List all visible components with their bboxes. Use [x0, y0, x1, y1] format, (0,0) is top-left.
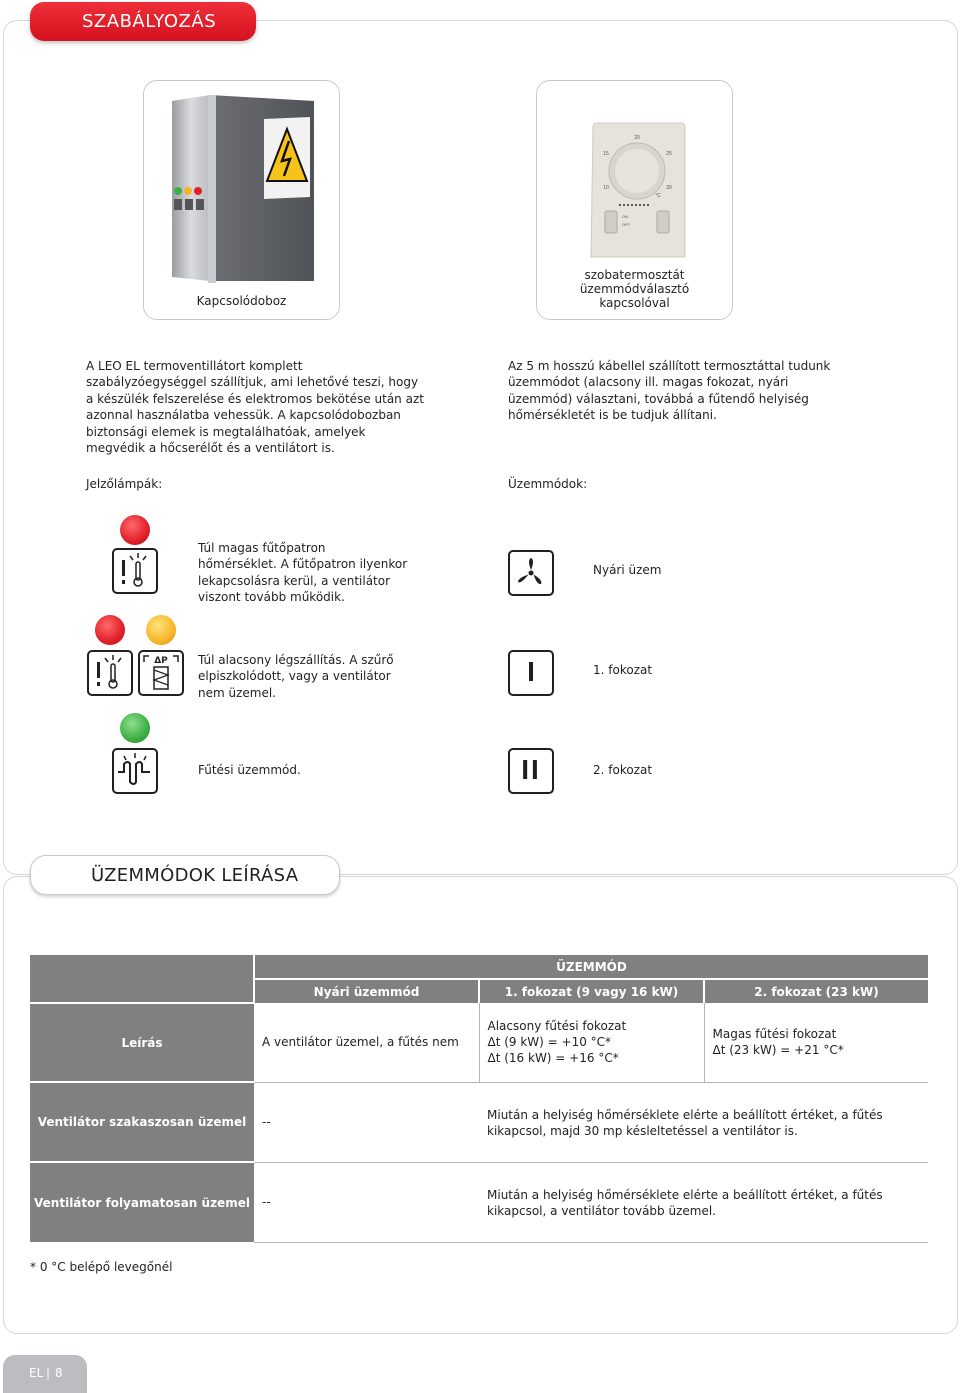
room-thermostat-photo [537, 81, 734, 266]
product-caption: szobatermosztát üzemmódválasztó kapcsolóval [579, 268, 690, 310]
modes-table [30, 955, 928, 1243]
table-cell: Miután a helyiség hőmérséklete elérte a beállított értéket, a fűtés kikapcsol, a ventilátor tovább üzemel. [479, 1162, 928, 1242]
product-card-thermostat [536, 80, 733, 320]
cell-line: Δt (9 kW) = +10 °C* [487, 1035, 612, 1050]
intro-left-paragraph: A LEO EL termoventillátort komplett szabályzóegységgel szállítjuk, ami lehetővé teszi, hogy a készülék felszerelése és elektromos bekötése után azt azonnal használatba vehessük. A kapcsolódobozban biztonsági elemek is megtalálhatóak, amelyek megvédik a hőcserélőt és a ventilátort is. [86, 359, 424, 456]
mode-text: 1. fokozat [593, 663, 653, 677]
indicator-text: Túl magas fűtőpatron hőmérséklet. A fűtőpatron ilyenkor lekapcsolásra kerül, a ventilátor viszont tovább működik. [198, 541, 408, 605]
indicator-text: Túl alacsony légszállítás. A szűrő elpiszkolódott, vagy a ventilátor nem üzemel. [198, 653, 394, 700]
dial-mark-25: 25 [666, 151, 672, 157]
mode-text: Nyári üzem [593, 563, 662, 577]
column-header: Nyári üzemmód [254, 979, 479, 1003]
lamp-red-icon [95, 615, 125, 645]
level-2-icon [508, 748, 554, 794]
cell-line: Δt (16 kW) = +16 °C* [487, 1051, 619, 1066]
level-1-symbol: I [527, 656, 535, 687]
lamp-yellow-icon [146, 615, 176, 645]
table-cell: -- [254, 1162, 479, 1242]
table-header-row [30, 955, 928, 979]
table-row [30, 1082, 928, 1162]
fan-icon [508, 550, 554, 596]
table-cell: A ventilátor üzemel, a fűtés nem [254, 1003, 479, 1082]
column-header: 2. fokozat (23 kW) [704, 979, 928, 1003]
overheat-thermometer-icon [87, 650, 133, 696]
section-title: SZABÁLYOZÁS [82, 11, 217, 32]
table-corner [30, 955, 254, 1003]
table-cell [479, 1003, 704, 1082]
table-cell: -- [254, 1082, 479, 1162]
column-header: 1. fokozat (9 vagy 16 kW) [479, 979, 704, 1003]
indicator-text: Fűtési üzemmód. [198, 763, 301, 777]
lamp-green-icon [120, 713, 150, 743]
page-number-tab [3, 1355, 87, 1393]
footnote: * 0 °C belépő levegőnél [30, 1260, 173, 1274]
table-cell [704, 1003, 928, 1082]
indicators-heading: Jelzőlámpák: [86, 477, 163, 491]
dial-mark-15: 15 [603, 151, 609, 157]
page-number: 8 [55, 1366, 63, 1380]
cell-line: Δt (23 kW) = +21 °C* [712, 1043, 844, 1058]
switch-label-on: ON [622, 214, 628, 219]
dial-mark-celsius: °C [655, 193, 661, 199]
dial-mark-10: 10 [603, 185, 609, 191]
lamp-red-icon [120, 515, 150, 545]
table-row [30, 1003, 928, 1082]
box-lamp-green-icon [174, 187, 182, 195]
mode-text: 2. fokozat [593, 763, 653, 777]
filter-pressure-icon [138, 650, 184, 696]
overheat-thermometer-icon [112, 548, 158, 594]
heating-element-icon [112, 748, 158, 794]
level-1-icon [508, 650, 554, 696]
cell-line: Alacsony fűtési fokozat [487, 1018, 627, 1033]
page-separator: | [46, 1366, 51, 1380]
modes-heading: Üzemmódok: [508, 477, 588, 491]
box-lamp-yellow-icon [184, 187, 192, 195]
product-caption: Kapcsolódoboz [196, 294, 287, 308]
dial-mark-20: 20 [634, 135, 640, 141]
row-header: Ventilátor szakaszosan üzemel [30, 1082, 254, 1162]
delta-p-label: ΔP [154, 656, 168, 666]
intro-right-paragraph: Az 5 m hosszú kábellel szállított termosztáttal tudunk üzemmódot (alacsony ill. magas fokozat, nyári üzemmód) választani, továbbá a fűtendő helyiség hőmérsékletét is be tudjuk állítani. [508, 359, 831, 423]
section2-title: ÜZEMMÓDOK LEÍRÁSA [91, 865, 299, 886]
row-header: Leírás [30, 1003, 254, 1082]
dial-mark-30: 30 [666, 185, 672, 191]
table-row [30, 1162, 928, 1242]
box-lamp-red-icon [194, 187, 202, 195]
row-header: Ventilátor folyamatosan üzemel [30, 1162, 254, 1242]
table-group-header: ÜZEMMÓD [254, 955, 928, 979]
section2-title-pill [30, 855, 340, 895]
cell-line: Magas fűtési fokozat [712, 1026, 837, 1041]
page-brand: EL [29, 1366, 44, 1380]
product-card-switch-box [143, 80, 340, 320]
switch-label-off: OFF [622, 222, 630, 227]
switch-box-photo [144, 81, 341, 296]
section-title-pill [30, 2, 256, 41]
level-2-symbol: II [521, 754, 541, 785]
table-cell: Miután a helyiség hőmérséklete elérte a beállított értéket, a fűtés kikapcsol, majd 30 mp késleltetéssel a ventilátor is. [479, 1082, 928, 1162]
